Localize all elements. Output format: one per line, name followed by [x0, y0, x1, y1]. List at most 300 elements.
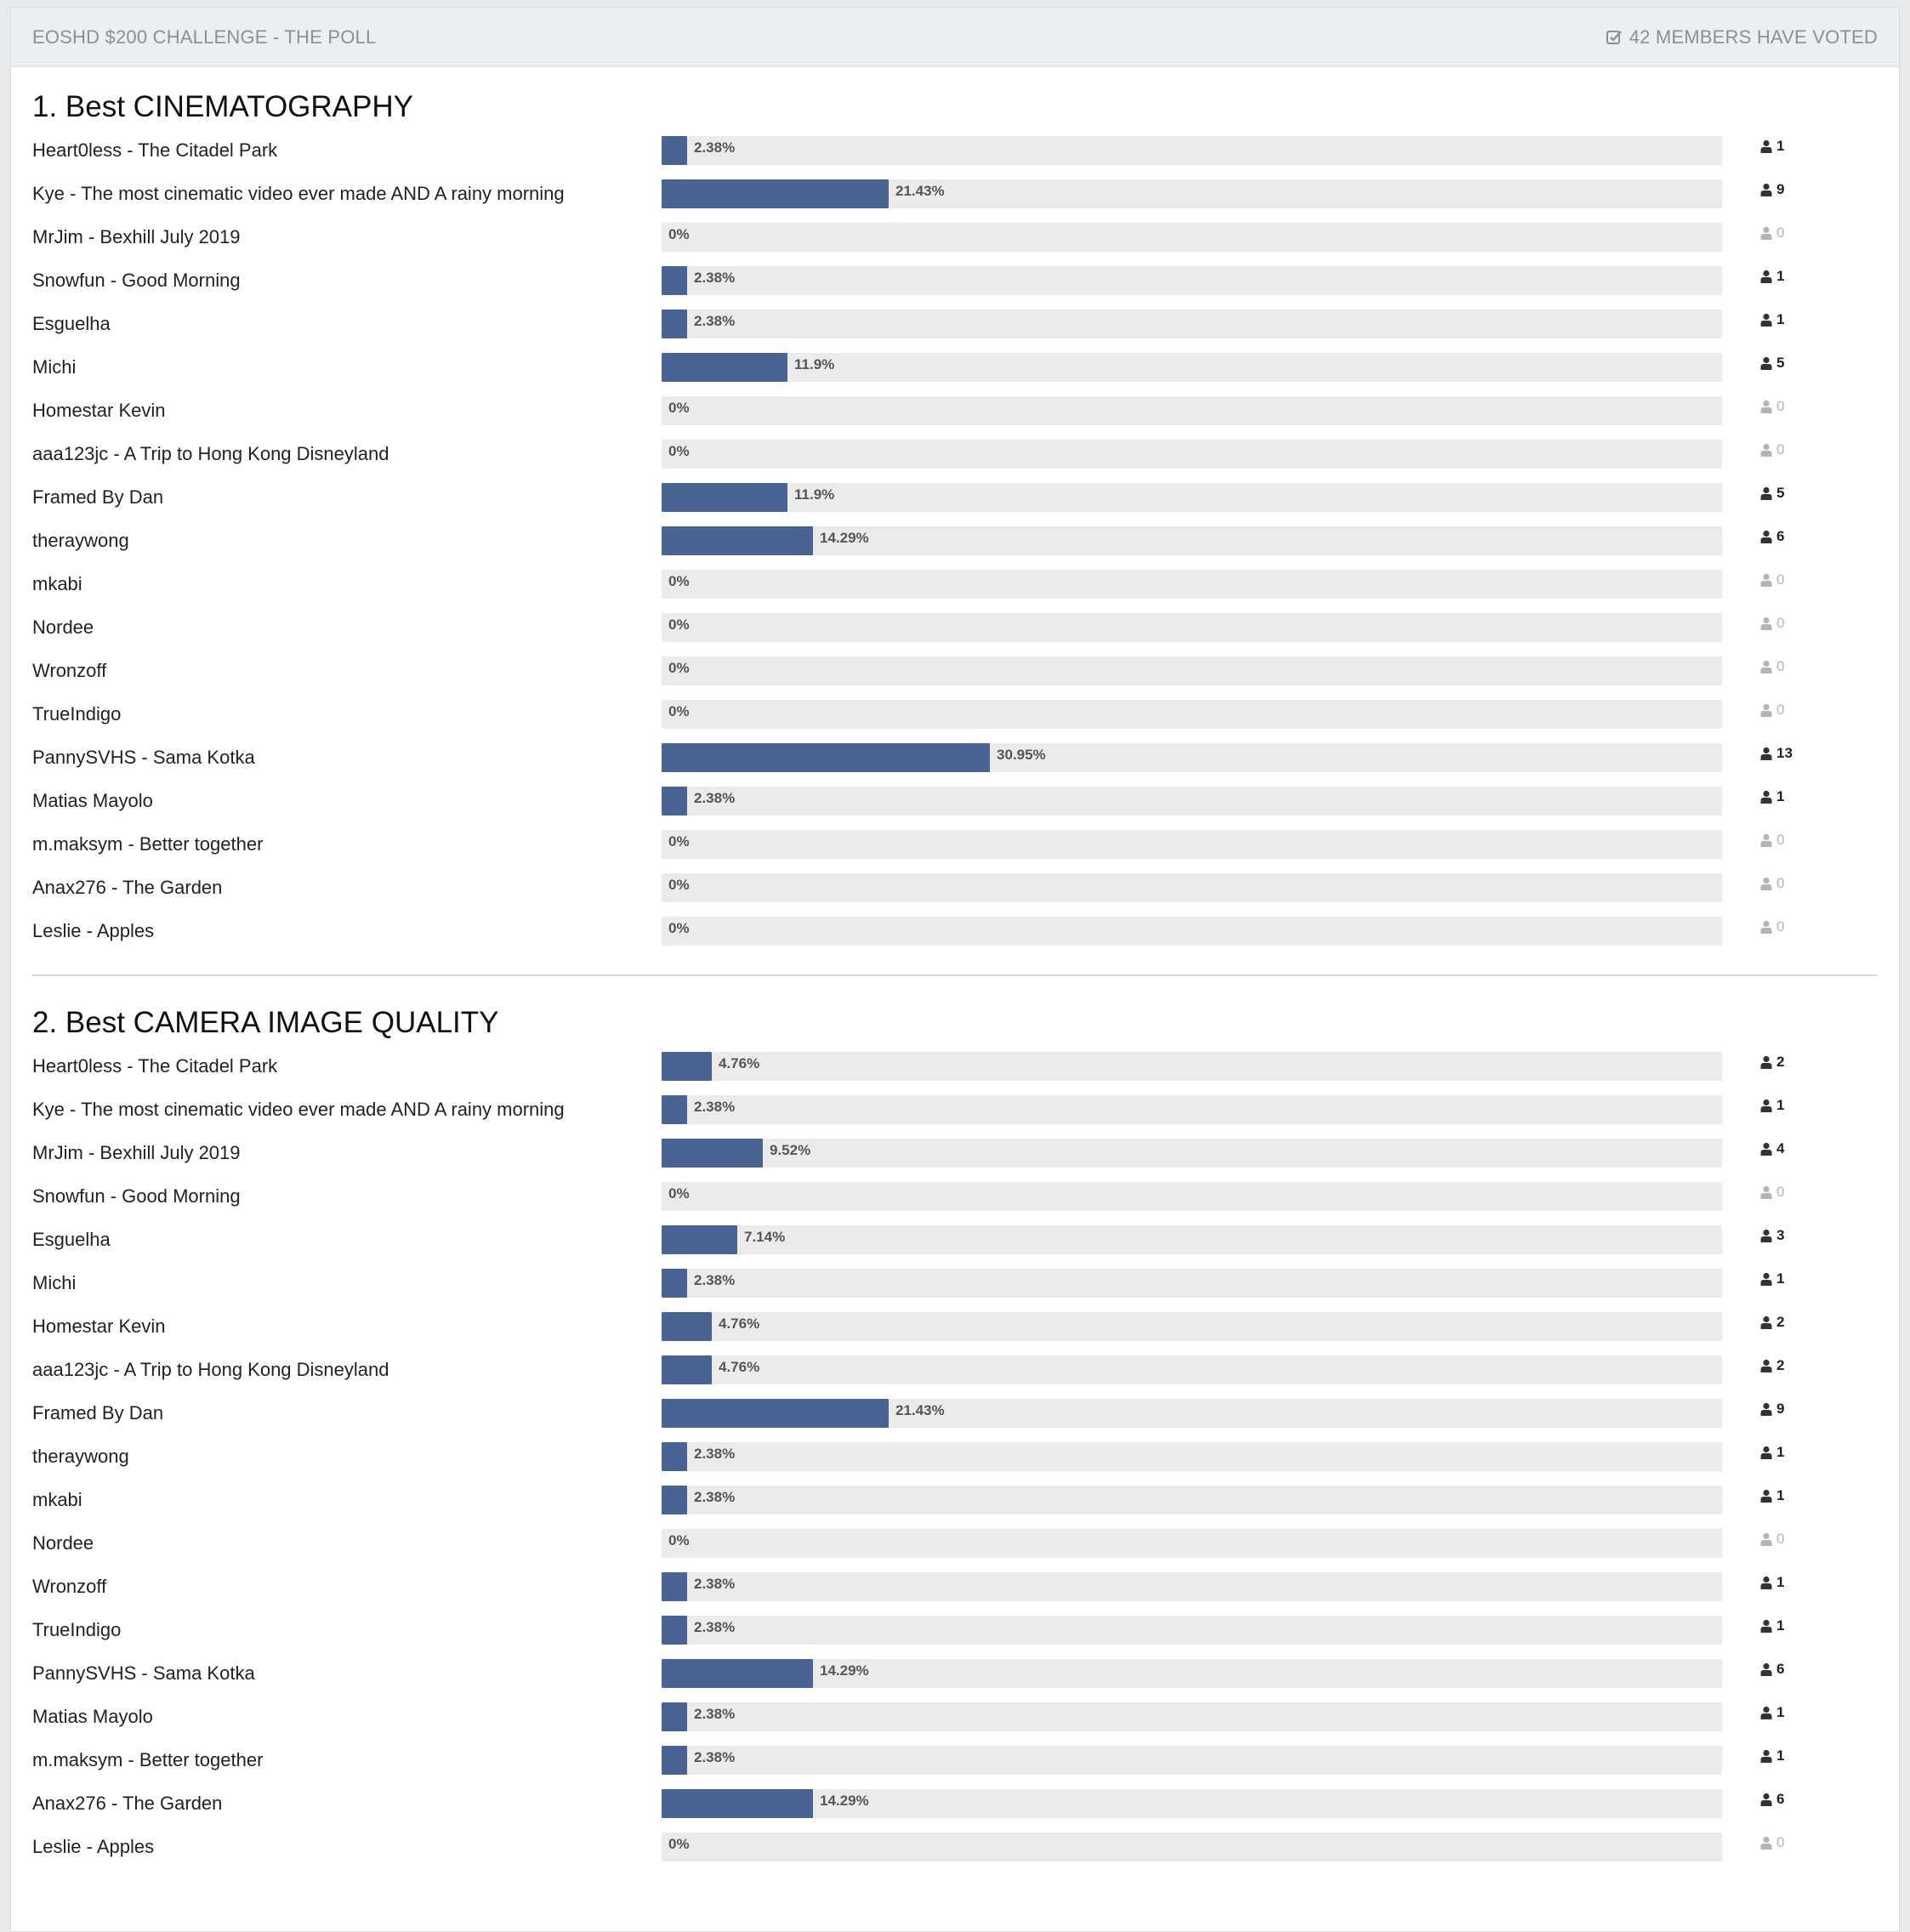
- option-label: m.maksym - Better together: [32, 1748, 264, 1770]
- vote-count: [1760, 1140, 1784, 1157]
- user-icon: [1760, 1402, 1772, 1416]
- vote-count: [1760, 1054, 1784, 1071]
- vote-number: 0: [1776, 657, 1785, 674]
- user-icon: [1760, 1229, 1772, 1242]
- vote-count: [1760, 1097, 1784, 1114]
- result-bar: [662, 873, 1722, 902]
- option-label: theraywong: [32, 1445, 129, 1467]
- result-percent: 11.9%: [794, 355, 835, 372]
- vote-number: 0: [1776, 1833, 1785, 1850]
- result-percent: 2.38%: [694, 269, 736, 286]
- user-icon: [1760, 1793, 1772, 1806]
- vote-count: [1760, 1270, 1784, 1287]
- vote-number: 1: [1776, 1703, 1785, 1720]
- options-list: [32, 128, 1878, 952]
- result-percent: 0%: [668, 702, 690, 719]
- result-bar: [662, 1659, 1722, 1688]
- result-percent: 2.38%: [694, 1271, 736, 1288]
- vote-number: 13: [1776, 744, 1793, 761]
- result-bar: [662, 1355, 1722, 1384]
- vote-number: 2: [1776, 1313, 1785, 1330]
- result-percent: 0%: [668, 399, 690, 416]
- vote-count: [1760, 658, 1784, 675]
- result-percent: 9.52%: [770, 1141, 811, 1158]
- result-bar-fill: [662, 1269, 687, 1298]
- result-bar: [662, 1746, 1722, 1775]
- result-bar-fill: [662, 1225, 737, 1254]
- result-bar: [662, 1833, 1722, 1861]
- result-percent: 21.43%: [895, 1401, 945, 1418]
- vote-count: [1760, 1401, 1784, 1418]
- vote-number: 1: [1776, 1443, 1785, 1460]
- user-icon: [1760, 790, 1772, 804]
- vote-number: 4: [1776, 1139, 1785, 1156]
- vote-count: [1760, 224, 1784, 242]
- vote-number: 1: [1776, 1573, 1785, 1590]
- result-percent: 0%: [668, 225, 690, 242]
- result-percent: 2.38%: [694, 1098, 736, 1115]
- option-label: Anax276 - The Garden: [32, 876, 223, 898]
- option-row: [32, 215, 1878, 259]
- option-row: [32, 1565, 1878, 1608]
- vote-count: [1760, 181, 1784, 198]
- vote-count: [1760, 138, 1784, 155]
- vote-number: 0: [1776, 614, 1785, 631]
- result-percent: 14.29%: [820, 1662, 869, 1679]
- vote-number: 1: [1776, 1486, 1785, 1503]
- result-bar-fill: [662, 1702, 687, 1731]
- vote-number: 9: [1776, 180, 1785, 197]
- result-percent: 2.38%: [694, 312, 736, 329]
- result-bar: [662, 700, 1722, 729]
- option-row: [32, 1131, 1878, 1174]
- result-bar: [662, 1312, 1722, 1341]
- option-label: Framed By Dan: [32, 1401, 164, 1423]
- option-label: Matias Mayolo: [32, 1705, 153, 1727]
- option-label: Michi: [32, 355, 77, 378]
- result-bar: [662, 1529, 1722, 1558]
- result-bar: [662, 266, 1722, 295]
- result-bar-fill: [662, 1139, 763, 1168]
- option-row: [32, 605, 1878, 649]
- vote-count: [1760, 528, 1784, 545]
- vote-count: [1760, 1531, 1784, 1548]
- result-bar: [662, 223, 1722, 252]
- user-icon: [1760, 486, 1772, 500]
- option-row: [32, 1391, 1878, 1435]
- voted-text: 42 MEMBERS HAVE VOTED: [1629, 26, 1878, 48]
- vote-count: [1760, 1487, 1784, 1504]
- option-label: Esguelha: [32, 312, 111, 334]
- result-bar-fill: [662, 179, 889, 208]
- user-icon: [1760, 1099, 1772, 1112]
- poll-widget: [10, 7, 1900, 1932]
- option-label: PannySVHS - Sama Kotka: [32, 1662, 255, 1684]
- vote-number: 2: [1776, 1053, 1785, 1070]
- result-bar-fill: [662, 743, 990, 772]
- user-icon: [1760, 183, 1772, 196]
- result-bar: [662, 1702, 1722, 1731]
- vote-number: 0: [1776, 874, 1785, 891]
- vote-count: [1760, 485, 1784, 502]
- option-row: [32, 562, 1878, 605]
- user-icon: [1760, 530, 1772, 543]
- vote-number: 1: [1776, 1096, 1785, 1113]
- result-bar-fill: [662, 1659, 813, 1688]
- result-percent: 2.38%: [694, 1445, 736, 1462]
- result-percent: 14.29%: [820, 529, 869, 546]
- vote-count: [1760, 268, 1784, 285]
- option-label: Snowfun - Good Morning: [32, 1185, 241, 1207]
- result-percent: 0%: [668, 919, 690, 936]
- vote-number: 0: [1776, 831, 1785, 848]
- user-icon: [1760, 617, 1772, 630]
- result-bar: [662, 179, 1722, 208]
- result-percent: 0%: [668, 1835, 690, 1852]
- result-bar: [662, 1269, 1722, 1298]
- result-bar-fill: [662, 483, 787, 512]
- result-bar: [662, 570, 1722, 599]
- vote-count: [1760, 1227, 1784, 1244]
- option-row: [32, 1695, 1878, 1738]
- vote-count: [1760, 1314, 1784, 1331]
- poll-header: [11, 8, 1899, 67]
- result-bar: [662, 1789, 1722, 1818]
- option-row: [32, 302, 1878, 345]
- option-label: Homestar Kevin: [32, 1315, 166, 1337]
- vote-number: 5: [1776, 354, 1785, 371]
- user-icon: [1760, 1619, 1772, 1633]
- result-percent: 2.38%: [694, 789, 736, 806]
- result-percent: 4.76%: [719, 1358, 760, 1375]
- user-icon: [1760, 1749, 1772, 1763]
- vote-number: 1: [1776, 1617, 1785, 1634]
- result-percent: 0%: [668, 442, 690, 459]
- option-label: Snowfun - Good Morning: [32, 269, 241, 291]
- option-row: [32, 822, 1878, 866]
- result-bar-fill: [662, 1095, 687, 1124]
- vote-count: [1760, 1747, 1784, 1764]
- user-icon: [1760, 400, 1772, 413]
- poll-body: [11, 67, 1899, 1868]
- vote-number: 1: [1776, 137, 1785, 154]
- option-label: m.maksym - Better together: [32, 832, 264, 855]
- question-camera-image-quality: [32, 975, 1878, 1868]
- option-row: [32, 128, 1878, 172]
- option-row: [32, 1218, 1878, 1261]
- result-percent: 2.38%: [694, 1705, 736, 1722]
- user-icon: [1760, 1706, 1772, 1719]
- option-label: TrueIndigo: [32, 1618, 122, 1640]
- option-row: [32, 866, 1878, 909]
- result-bar-fill: [662, 1442, 687, 1471]
- result-bar: [662, 1572, 1722, 1601]
- option-row: [32, 1088, 1878, 1131]
- result-percent: 21.43%: [895, 182, 945, 199]
- option-label: Kye - The most cinematic video ever made AND A rainy morning: [32, 182, 565, 204]
- option-row: [32, 1738, 1878, 1781]
- user-icon: [1760, 1576, 1772, 1589]
- result-bar: [662, 1486, 1722, 1514]
- vote-count: [1760, 1444, 1784, 1461]
- option-label: Anax276 - The Garden: [32, 1792, 223, 1814]
- result-bar-fill: [662, 1572, 687, 1601]
- vote-number: 0: [1776, 918, 1785, 935]
- option-label: Homestar Kevin: [32, 399, 166, 421]
- result-bar-fill: [662, 1399, 889, 1428]
- result-bar: [662, 353, 1722, 382]
- result-percent: 0%: [668, 876, 690, 893]
- vote-count: [1760, 788, 1784, 805]
- option-row: [32, 649, 1878, 692]
- option-row: [32, 1261, 1878, 1304]
- user-icon: [1760, 443, 1772, 457]
- result-percent: 2.38%: [694, 1618, 736, 1635]
- vote-count: [1760, 1357, 1784, 1374]
- vote-number: 0: [1776, 440, 1785, 457]
- vote-number: 0: [1776, 571, 1785, 588]
- result-bar: [662, 1182, 1722, 1211]
- result-bar-fill: [662, 1746, 687, 1775]
- option-label: Leslie - Apples: [32, 919, 155, 941]
- vote-number: 0: [1776, 701, 1785, 718]
- user-icon: [1760, 1446, 1772, 1459]
- vote-count: [1760, 1704, 1784, 1721]
- voted-count: [1606, 26, 1878, 48]
- result-bar-fill: [662, 1052, 712, 1081]
- result-bar: [662, 1139, 1722, 1168]
- user-icon: [1760, 833, 1772, 847]
- vote-number: 9: [1776, 1400, 1785, 1417]
- vote-count: [1760, 615, 1784, 632]
- option-row: [32, 475, 1878, 519]
- vote-number: 1: [1776, 267, 1785, 284]
- option-label: Nordee: [32, 616, 94, 638]
- vote-number: 1: [1776, 310, 1785, 327]
- user-icon: [1760, 1142, 1772, 1156]
- result-bar: [662, 1616, 1722, 1645]
- result-bar: [662, 1442, 1722, 1471]
- option-label: mkabi: [32, 1488, 82, 1510]
- question-title: 2. Best CAMERA IMAGE QUALITY: [32, 1006, 499, 1039]
- option-row: [32, 736, 1878, 779]
- option-row: [32, 1304, 1878, 1348]
- vote-number: 0: [1776, 397, 1785, 414]
- option-row: [32, 1435, 1878, 1478]
- user-icon: [1760, 1489, 1772, 1503]
- option-label: MrJim - Bexhill July 2019: [32, 225, 241, 247]
- vote-count: [1760, 832, 1784, 849]
- vote-count: [1760, 1617, 1784, 1634]
- result-bar-fill: [662, 136, 687, 165]
- vote-number: 1: [1776, 787, 1785, 804]
- user-icon: [1760, 1836, 1772, 1850]
- result-percent: 0%: [668, 572, 690, 589]
- check-square-icon: [1606, 29, 1623, 46]
- vote-count: [1760, 571, 1784, 588]
- result-bar-fill: [662, 266, 687, 295]
- user-icon: [1760, 270, 1772, 283]
- vote-number: 5: [1776, 484, 1785, 501]
- vote-count: [1760, 1791, 1784, 1808]
- result-bar: [662, 1399, 1722, 1428]
- vote-count: [1760, 441, 1784, 458]
- vote-number: 1: [1776, 1270, 1785, 1287]
- user-icon: [1760, 703, 1772, 717]
- vote-number: 1: [1776, 1747, 1785, 1764]
- option-row: [32, 692, 1878, 736]
- result-percent: 4.76%: [719, 1054, 760, 1071]
- result-bar: [662, 656, 1722, 685]
- option-label: aaa123jc - A Trip to Hong Kong Disneyland: [32, 442, 389, 464]
- option-label: mkabi: [32, 572, 82, 594]
- result-bar-fill: [662, 1486, 687, 1514]
- vote-count: [1760, 875, 1784, 892]
- option-row: [32, 1825, 1878, 1868]
- vote-number: 3: [1776, 1226, 1785, 1243]
- option-row: [32, 259, 1878, 302]
- option-label: Heart0less - The Citadel Park: [32, 1054, 278, 1077]
- option-label: Esguelha: [32, 1228, 111, 1250]
- option-row: [32, 345, 1878, 389]
- result-bar: [662, 136, 1722, 165]
- result-percent: 0%: [668, 1185, 690, 1202]
- result-percent: 2.38%: [694, 1488, 736, 1505]
- option-row: [32, 909, 1878, 952]
- result-bar: [662, 1095, 1722, 1124]
- option-label: Michi: [32, 1271, 77, 1293]
- vote-number: 6: [1776, 527, 1785, 544]
- result-bar: [662, 483, 1722, 512]
- result-bar: [662, 613, 1722, 642]
- vote-number: 6: [1776, 1790, 1785, 1807]
- vote-number: 0: [1776, 224, 1785, 241]
- vote-count: [1760, 1184, 1784, 1201]
- option-row: [32, 519, 1878, 562]
- user-icon: [1760, 573, 1772, 587]
- user-icon: [1760, 747, 1772, 760]
- result-bar-fill: [662, 1789, 813, 1818]
- result-percent: 11.9%: [794, 486, 835, 503]
- option-row: [32, 779, 1878, 822]
- result-bar-fill: [662, 1616, 687, 1645]
- option-row: [32, 1478, 1878, 1521]
- option-label: Kye - The most cinematic video ever made AND A rainy morning: [32, 1098, 565, 1120]
- result-bar: [662, 917, 1722, 946]
- result-percent: 30.95%: [997, 746, 1046, 763]
- result-percent: 4.76%: [719, 1315, 760, 1332]
- result-percent: 2.38%: [694, 139, 736, 156]
- result-bar-fill: [662, 526, 813, 555]
- option-row: [32, 1174, 1878, 1218]
- result-bar-fill: [662, 353, 787, 382]
- vote-count: [1760, 355, 1784, 372]
- vote-number: 6: [1776, 1660, 1785, 1677]
- result-bar: [662, 526, 1722, 555]
- option-row: [32, 389, 1878, 432]
- vote-count: [1760, 1661, 1784, 1678]
- result-bar: [662, 1225, 1722, 1254]
- vote-count: [1760, 702, 1784, 719]
- result-percent: 0%: [668, 616, 690, 633]
- user-icon: [1760, 1185, 1772, 1199]
- result-percent: 2.38%: [694, 1748, 736, 1765]
- vote-number: 0: [1776, 1530, 1785, 1547]
- result-bar: [662, 743, 1722, 772]
- user-icon: [1760, 1532, 1772, 1546]
- option-row: [32, 172, 1878, 215]
- user-icon: [1760, 313, 1772, 327]
- vote-count: [1760, 1834, 1784, 1851]
- user-icon: [1760, 660, 1772, 673]
- option-row: [32, 1044, 1878, 1088]
- user-icon: [1760, 226, 1772, 240]
- result-bar-fill: [662, 1312, 712, 1341]
- user-icon: [1760, 1315, 1772, 1329]
- result-bar: [662, 310, 1722, 338]
- option-label: Framed By Dan: [32, 486, 164, 508]
- option-label: MrJim - Bexhill July 2019: [32, 1141, 241, 1163]
- result-percent: 2.38%: [694, 1575, 736, 1592]
- result-percent: 0%: [668, 659, 690, 676]
- result-bar: [662, 830, 1722, 859]
- result-bar: [662, 787, 1722, 815]
- option-row: [32, 1348, 1878, 1391]
- option-label: Leslie - Apples: [32, 1835, 155, 1857]
- vote-count: [1760, 311, 1784, 328]
- vote-number: 0: [1776, 1183, 1785, 1200]
- question-title: 1. Best CINEMATOGRAPHY: [32, 90, 413, 123]
- option-label: theraywong: [32, 529, 129, 551]
- vote-count: [1760, 745, 1793, 762]
- option-row: [32, 1521, 1878, 1565]
- option-label: aaa123jc - A Trip to Hong Kong Disneyland: [32, 1358, 389, 1380]
- result-percent: 0%: [668, 1531, 690, 1548]
- poll-title: EOSHD $200 CHALLENGE - THE POLL: [32, 26, 377, 48]
- result-percent: 14.29%: [820, 1792, 869, 1809]
- vote-count: [1760, 918, 1784, 935]
- result-percent: 0%: [668, 832, 690, 850]
- user-icon: [1760, 1662, 1772, 1676]
- user-icon: [1760, 920, 1772, 934]
- user-icon: [1760, 356, 1772, 370]
- option-row: [32, 1608, 1878, 1651]
- result-bar: [662, 1052, 1722, 1081]
- option-label: Nordee: [32, 1531, 94, 1554]
- vote-number: 2: [1776, 1356, 1785, 1373]
- user-icon: [1760, 139, 1772, 153]
- option-label: Matias Mayolo: [32, 789, 153, 811]
- vote-count: [1760, 398, 1784, 415]
- question-cinematography: [32, 67, 1878, 952]
- vote-count: [1760, 1574, 1784, 1591]
- result-bar: [662, 396, 1722, 425]
- option-row: [32, 432, 1878, 475]
- result-bar-fill: [662, 310, 687, 338]
- option-label: Wronzoff: [32, 1575, 107, 1597]
- option-row: [32, 1651, 1878, 1695]
- options-list: [32, 1044, 1878, 1868]
- option-label: PannySVHS - Sama Kotka: [32, 746, 255, 768]
- option-label: Heart0less - The Citadel Park: [32, 139, 278, 161]
- option-row: [32, 1781, 1878, 1825]
- result-bar: [662, 440, 1722, 469]
- option-label: TrueIndigo: [32, 702, 122, 724]
- user-icon: [1760, 1359, 1772, 1372]
- result-bar-fill: [662, 1355, 712, 1384]
- user-icon: [1760, 1055, 1772, 1069]
- result-bar-fill: [662, 787, 687, 815]
